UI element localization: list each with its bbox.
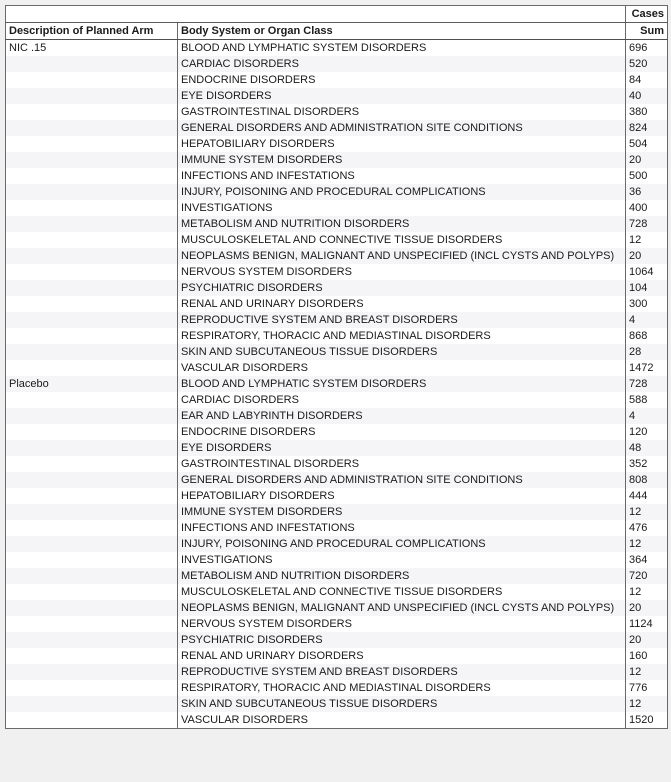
arm-cell[interactable]	[6, 472, 178, 488]
table-row[interactable]	[6, 616, 668, 632]
spanner-blank-cell	[6, 6, 626, 23]
body-system-cell[interactable]: RENAL AND URINARY DISORDERS	[178, 296, 626, 312]
table-row[interactable]	[6, 696, 668, 712]
sum-cell[interactable]: 48	[626, 440, 668, 456]
arm-cell[interactable]	[6, 488, 178, 504]
sum-cell[interactable]: 104	[626, 280, 668, 296]
body-system-cell[interactable]: INFECTIONS AND INFESTATIONS	[178, 520, 626, 536]
body-system-cell[interactable]: IMMUNE SYSTEM DISORDERS	[178, 152, 626, 168]
body-system-cell[interactable]: NERVOUS SYSTEM DISORDERS	[178, 264, 626, 280]
body-system-cell[interactable]: BLOOD AND LYMPHATIC SYSTEM DISORDERS	[178, 376, 626, 392]
column-header-body-system-or-organ-class: Body System or Organ Class	[178, 23, 626, 40]
column-header-sum: Sum	[626, 23, 668, 40]
arm-cell[interactable]	[6, 696, 178, 712]
sum-cell[interactable]: 84	[626, 72, 668, 88]
body-system-cell[interactable]: BLOOD AND LYMPHATIC SYSTEM DISORDERS	[178, 40, 626, 57]
body-system-cell[interactable]: RESPIRATORY, THORACIC AND MEDIASTINAL DISORDERS	[178, 328, 626, 344]
column-header-description-of-planned-arm: Description of Planned Arm	[6, 23, 178, 40]
body-system-cell[interactable]: GASTROINTESTINAL DISORDERS	[178, 104, 626, 120]
sum-cell[interactable]: 20	[626, 152, 668, 168]
table-row[interactable]	[6, 504, 668, 520]
arm-cell[interactable]	[6, 504, 178, 520]
cases-summary-table	[5, 5, 668, 729]
sum-cell[interactable]: 720	[626, 568, 668, 584]
body-system-cell[interactable]: GENERAL DISORDERS AND ADMINISTRATION SITE CONDITIONS	[178, 472, 626, 488]
arm-cell[interactable]	[6, 664, 178, 680]
body-system-cell[interactable]: INVESTIGATIONS	[178, 552, 626, 568]
table-row[interactable]	[6, 600, 668, 616]
sum-cell[interactable]: 520	[626, 56, 668, 72]
table-row[interactable]	[6, 344, 668, 360]
table-row[interactable]	[6, 56, 668, 72]
sum-cell[interactable]: 1520	[626, 712, 668, 729]
body-system-cell[interactable]: ENDOCRINE DISORDERS	[178, 424, 626, 440]
arm-cell[interactable]	[6, 584, 178, 600]
sum-cell[interactable]: 12	[626, 584, 668, 600]
arm-cell[interactable]	[6, 344, 178, 360]
sum-cell[interactable]: 352	[626, 456, 668, 472]
sum-cell[interactable]: 4	[626, 312, 668, 328]
table-row[interactable]	[6, 120, 668, 136]
sum-cell[interactable]: 40	[626, 88, 668, 104]
body-system-cell[interactable]: EYE DISORDERS	[178, 88, 626, 104]
sum-cell[interactable]: 824	[626, 120, 668, 136]
arm-cell[interactable]	[6, 120, 178, 136]
sum-cell[interactable]: 444	[626, 488, 668, 504]
table-row[interactable]	[6, 680, 668, 696]
table-row[interactable]	[6, 472, 668, 488]
table-row[interactable]	[6, 392, 668, 408]
arm-cell[interactable]	[6, 648, 178, 664]
table-row[interactable]	[6, 312, 668, 328]
table-row[interactable]	[6, 456, 668, 472]
body-system-cell[interactable]: VASCULAR DISORDERS	[178, 360, 626, 376]
table-row[interactable]	[6, 648, 668, 664]
table-row[interactable]	[6, 632, 668, 648]
table-row[interactable]	[6, 152, 668, 168]
sum-cell[interactable]: 12	[626, 696, 668, 712]
arm-cell[interactable]	[6, 408, 178, 424]
body-system-cell[interactable]: NEOPLASMS BENIGN, MALIGNANT AND UNSPECIFIED (INCL CYSTS AND POLYPS)	[178, 248, 626, 264]
sum-cell[interactable]: 28	[626, 344, 668, 360]
table-row[interactable]	[6, 104, 668, 120]
arm-cell[interactable]	[6, 88, 178, 104]
body-system-cell[interactable]: REPRODUCTIVE SYSTEM AND BREAST DISORDERS	[178, 664, 626, 680]
table-row[interactable]	[6, 568, 668, 584]
table-row[interactable]	[6, 168, 668, 184]
sum-cell[interactable]: 868	[626, 328, 668, 344]
sum-cell[interactable]: 36	[626, 184, 668, 200]
body-system-cell[interactable]: SKIN AND SUBCUTANEOUS TISSUE DISORDERS	[178, 696, 626, 712]
body-system-cell[interactable]: NERVOUS SYSTEM DISORDERS	[178, 616, 626, 632]
table-row[interactable]	[6, 424, 668, 440]
arm-cell[interactable]	[6, 168, 178, 184]
sum-cell[interactable]: 4	[626, 408, 668, 424]
table-row[interactable]	[6, 280, 668, 296]
arm-cell[interactable]	[6, 200, 178, 216]
table-row[interactable]	[6, 216, 668, 232]
body-system-cell[interactable]: RESPIRATORY, THORACIC AND MEDIASTINAL DISORDERS	[178, 680, 626, 696]
cases-spanner-header: Cases	[626, 6, 668, 23]
arm-cell[interactable]	[6, 136, 178, 152]
body-system-cell[interactable]: METABOLISM AND NUTRITION DISORDERS	[178, 216, 626, 232]
body-system-cell[interactable]: RENAL AND URINARY DISORDERS	[178, 648, 626, 664]
table-row[interactable]	[6, 664, 668, 680]
arm-cell[interactable]	[6, 152, 178, 168]
table-row[interactable]	[6, 88, 668, 104]
sum-cell[interactable]: 380	[626, 104, 668, 120]
sum-cell[interactable]: 20	[626, 632, 668, 648]
table-row[interactable]	[6, 264, 668, 280]
arm-cell[interactable]: Placebo	[9, 378, 49, 390]
table-row[interactable]	[6, 536, 668, 552]
body-system-cell[interactable]: EYE DISORDERS	[178, 440, 626, 456]
sum-cell[interactable]: 300	[626, 296, 668, 312]
table-row[interactable]	[6, 328, 668, 344]
body-system-cell[interactable]: HEPATOBILIARY DISORDERS	[178, 136, 626, 152]
body-system-cell[interactable]: REPRODUCTIVE SYSTEM AND BREAST DISORDERS	[178, 312, 626, 328]
arm-cell[interactable]	[6, 216, 178, 232]
body-system-cell[interactable]: GASTROINTESTINAL DISORDERS	[178, 456, 626, 472]
sum-cell[interactable]: 728	[626, 376, 668, 392]
sum-cell[interactable]: 1124	[626, 616, 668, 632]
sum-cell[interactable]: 20	[626, 248, 668, 264]
sum-cell[interactable]: 500	[626, 168, 668, 184]
arm-cell[interactable]	[6, 536, 178, 552]
sum-cell[interactable]: 476	[626, 520, 668, 536]
sum-cell[interactable]: 12	[626, 232, 668, 248]
table-row[interactable]	[6, 712, 668, 729]
body-system-cell[interactable]: INJURY, POISONING AND PROCEDURAL COMPLICATIONS	[178, 536, 626, 552]
body-system-cell[interactable]: INJURY, POISONING AND PROCEDURAL COMPLICATIONS	[178, 184, 626, 200]
body-system-cell[interactable]: CARDIAC DISORDERS	[178, 392, 626, 408]
arm-cell[interactable]	[6, 616, 178, 632]
body-system-cell[interactable]: INFECTIONS AND INFESTATIONS	[178, 168, 626, 184]
arm-cell[interactable]	[6, 392, 178, 408]
sum-cell[interactable]: 400	[626, 200, 668, 216]
sum-cell[interactable]: 120	[626, 424, 668, 440]
sum-cell[interactable]: 776	[626, 680, 668, 696]
arm-cell[interactable]: NIC .15	[9, 42, 47, 54]
arm-cell[interactable]	[6, 632, 178, 648]
sum-cell[interactable]: 696	[626, 40, 668, 57]
arm-cell[interactable]	[6, 328, 178, 344]
table-row[interactable]	[6, 72, 668, 88]
table-row[interactable]	[6, 136, 668, 152]
table-row[interactable]	[6, 520, 668, 536]
sum-cell[interactable]: 728	[626, 216, 668, 232]
table-row[interactable]	[6, 440, 668, 456]
table-row[interactable]	[6, 296, 668, 312]
table-row[interactable]	[6, 248, 668, 264]
body-system-cell[interactable]: METABOLISM AND NUTRITION DISORDERS	[178, 568, 626, 584]
table-row[interactable]	[6, 408, 668, 424]
table-row[interactable]	[6, 488, 668, 504]
sum-cell[interactable]: 160	[626, 648, 668, 664]
body-system-cell[interactable]: EAR AND LABYRINTH DISORDERS	[178, 408, 626, 424]
arm-cell[interactable]	[6, 296, 178, 312]
arm-cell[interactable]	[6, 600, 178, 616]
table-row[interactable]	[6, 232, 668, 248]
body-system-cell[interactable]: INVESTIGATIONS	[178, 200, 626, 216]
arm-cell[interactable]	[6, 232, 178, 248]
arm-cell[interactable]	[6, 456, 178, 472]
body-system-cell[interactable]: VASCULAR DISORDERS	[178, 712, 626, 729]
body-system-cell[interactable]: GENERAL DISORDERS AND ADMINISTRATION SITE CONDITIONS	[178, 120, 626, 136]
sum-cell[interactable]: 588	[626, 392, 668, 408]
sum-cell[interactable]: 1472	[626, 360, 668, 376]
arm-cell[interactable]	[6, 280, 178, 296]
arm-cell[interactable]	[6, 264, 178, 280]
sum-cell[interactable]: 1064	[626, 264, 668, 280]
arm-cell[interactable]	[6, 680, 178, 696]
body-system-cell[interactable]: CARDIAC DISORDERS	[178, 56, 626, 72]
body-system-cell[interactable]: MUSCULOSKELETAL AND CONNECTIVE TISSUE DISORDERS	[178, 232, 626, 248]
table-row[interactable]	[6, 376, 668, 392]
sum-cell[interactable]: 808	[626, 472, 668, 488]
arm-cell[interactable]	[6, 520, 178, 536]
arm-cell[interactable]	[6, 712, 178, 729]
body-system-cell[interactable]: PSYCHIATRIC DISORDERS	[178, 632, 626, 648]
body-system-cell[interactable]: PSYCHIATRIC DISORDERS	[178, 280, 626, 296]
arm-cell[interactable]	[6, 568, 178, 584]
body-system-cell[interactable]: ENDOCRINE DISORDERS	[178, 72, 626, 88]
arm-cell[interactable]	[6, 312, 178, 328]
arm-cell[interactable]	[6, 72, 178, 88]
table-row[interactable]	[6, 584, 668, 600]
spanner-header-row	[6, 6, 668, 23]
arm-cell[interactable]	[6, 184, 178, 200]
arm-cell[interactable]	[6, 440, 178, 456]
cases-summary-report	[5, 5, 668, 729]
arm-cell[interactable]	[6, 104, 178, 120]
arm-cell[interactable]	[6, 360, 178, 376]
sum-cell[interactable]: 20	[626, 600, 668, 616]
body-system-cell[interactable]: SKIN AND SUBCUTANEOUS TISSUE DISORDERS	[178, 344, 626, 360]
body-system-cell[interactable]: NEOPLASMS BENIGN, MALIGNANT AND UNSPECIFIED (INCL CYSTS AND POLYPS)	[178, 600, 626, 616]
arm-cell[interactable]	[6, 248, 178, 264]
table-body	[6, 40, 668, 729]
table-row[interactable]	[6, 200, 668, 216]
sum-cell[interactable]: 504	[626, 136, 668, 152]
body-system-cell[interactable]: MUSCULOSKELETAL AND CONNECTIVE TISSUE DISORDERS	[178, 584, 626, 600]
sum-cell[interactable]: 12	[626, 664, 668, 680]
sum-cell[interactable]: 364	[626, 552, 668, 568]
sum-cell[interactable]: 12	[626, 504, 668, 520]
table-row[interactable]	[6, 552, 668, 568]
arm-cell[interactable]	[6, 552, 178, 568]
body-system-cell[interactable]: HEPATOBILIARY DISORDERS	[178, 488, 626, 504]
column-header-row	[6, 23, 668, 40]
table-row[interactable]	[6, 360, 668, 376]
table-row[interactable]	[6, 40, 668, 57]
table-row[interactable]	[6, 184, 668, 200]
body-system-cell[interactable]: IMMUNE SYSTEM DISORDERS	[178, 504, 626, 520]
sum-cell[interactable]: 12	[626, 536, 668, 552]
arm-cell[interactable]	[6, 56, 178, 72]
arm-cell[interactable]	[6, 424, 178, 440]
